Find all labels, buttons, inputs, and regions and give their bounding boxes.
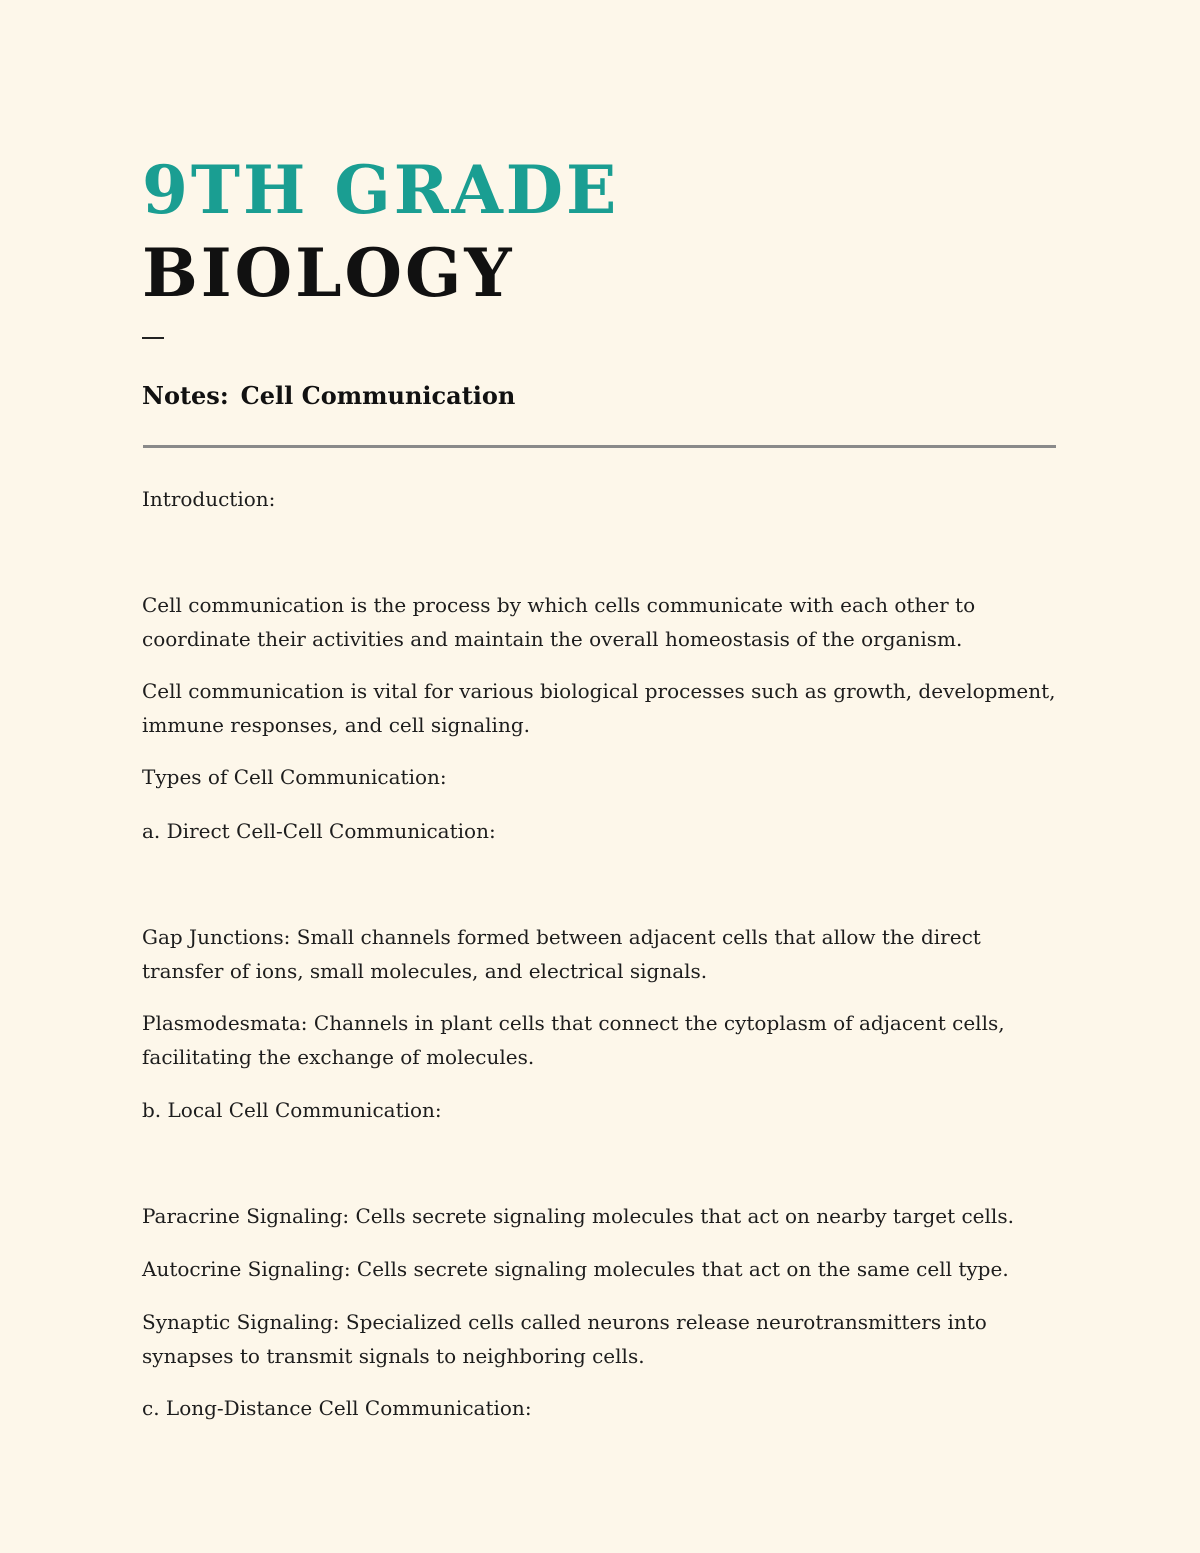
synaptic-paragraph: Synaptic Signaling: Specialized cells called neurons release neurotransmitters into synapses to transmit signals to neighboring cells. [142, 1310, 987, 1368]
gap-junctions-paragraph: Gap Junctions: Small channels formed between adjacent cells that allow the direct transfer of ions, small molecules, and electrical signals. [142, 925, 981, 983]
notes-topic: Cell Communication [240, 381, 516, 410]
title-divider [142, 337, 164, 339]
intro-paragraph-1: Cell communication is the process by which cells communicate with each other to coordinate their activities and maintain the overall homeostasis of the organism. [142, 593, 976, 651]
local-communication-heading: b. Local Cell Communication: [142, 1098, 442, 1122]
grade-title: 9TH GRADE [142, 151, 620, 229]
autocrine-paragraph: Autocrine Signaling: Cells secrete signaling molecules that act on the same cell type. [142, 1257, 1009, 1281]
plasmodesmata-paragraph: Plasmodesmata: Channels in plant cells that connect the cytoplasm of adjacent cells, facilitating the exchange of molecules. [142, 1011, 1005, 1069]
intro-paragraph-2: Cell communication is vital for various biological processes such as growth, development, immune responses, and cell signaling. [142, 679, 1056, 737]
types-heading: Types of Cell Communication: [142, 765, 447, 789]
notes-label: Notes: [142, 381, 229, 410]
notes-heading [142, 378, 515, 414]
direct-communication-heading: a. Direct Cell-Cell Communication: [142, 819, 496, 843]
introduction-heading: Introduction: [142, 487, 276, 511]
long-distance-heading: c. Long-Distance Cell Communication: [142, 1396, 532, 1420]
horizontal-rule [143, 445, 1056, 448]
paracrine-paragraph: Paracrine Signaling: Cells secrete signaling molecules that act on nearby target cells. [142, 1204, 1014, 1228]
subject-title: BIOLOGY [142, 234, 515, 312]
